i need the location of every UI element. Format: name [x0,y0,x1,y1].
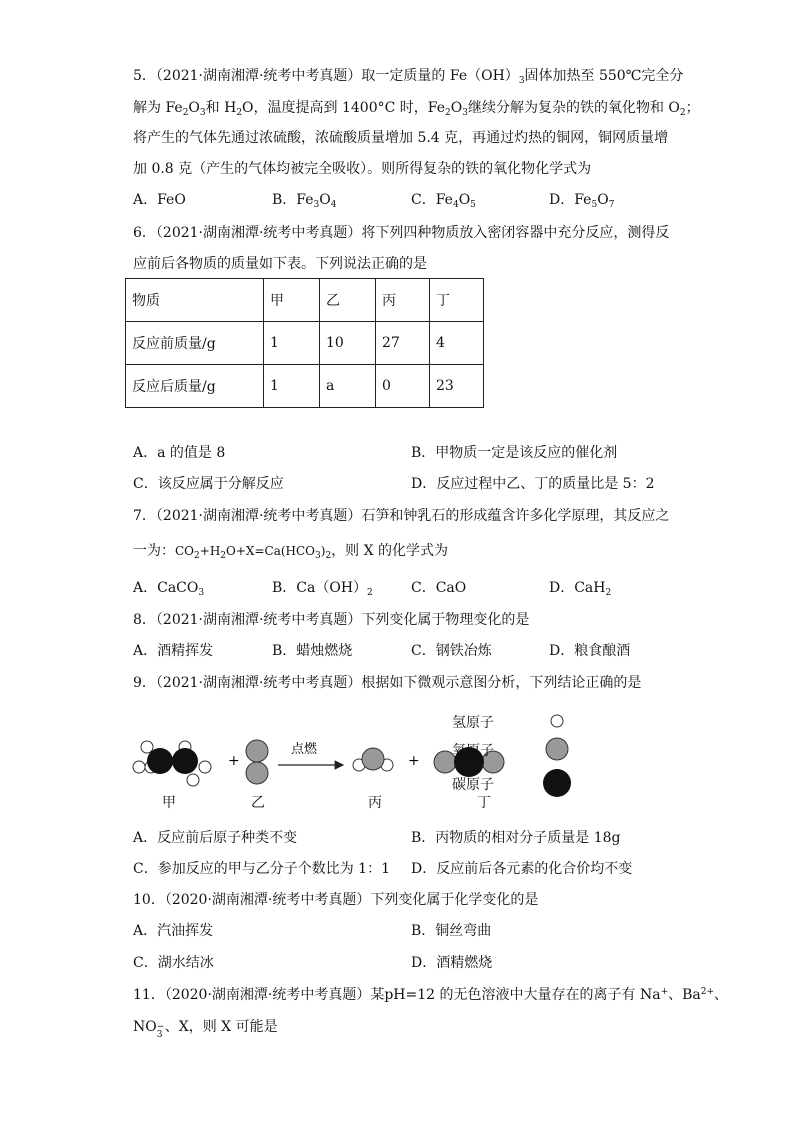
q8-option-a: A．酒精挥发 [133,643,214,659]
molecule-bing [353,748,393,771]
q7-option-c: C．CaO [411,580,467,596]
hydrogen-atom-legend-icon [551,715,563,727]
plus-sign: + [408,753,420,769]
q6-line2: 应前后各物质的质量如下表。下列说法正确的是 [133,256,427,272]
q8-option-d: D．粮食酿酒 [549,643,631,659]
q7-option-a: A．CaCO$_3$ [133,580,205,598]
q8-option-b: B．蜡烛燃烧 [272,643,353,659]
q10-option-b: B．铜丝弯曲 [411,923,492,939]
q6-option-b: B．甲物质一定是该反应的催化剂 [411,445,618,461]
table-cell: 1 [264,322,320,365]
label-ding: 丁 [477,795,491,811]
carbon-atom-legend-icon [543,769,571,797]
legend-carbon: 碳原子 [452,777,494,793]
legend-oxygen: 氧原子 [452,743,494,759]
q7-line2: 一为：$CO_2+H_2O+X=Ca(HCO_3)_2$，则 X 的化学式为 [133,543,449,561]
table-cell: 27 [376,322,430,365]
mass-table [125,278,484,408]
q5-option-d: D．$Fe_5O_7$ [549,192,615,210]
reaction-diagram [125,705,645,815]
table-cell: 丁 [430,279,484,322]
q7-option-b: B．$Ca(OH)_2$ [272,580,373,598]
q8-option-c: C．钢铁冶炼 [411,643,492,659]
q9-option-c: C．参加反应的甲与乙分子个数比为 1：1 [133,861,390,877]
table-cell: 1 [264,365,320,408]
label-jia: 甲 [162,795,176,811]
reaction-condition: 点燃 [291,742,318,757]
q7-option-d: D．CaH$_2$ [549,580,612,598]
q5-line1: 5．（2021·湖南湘潭·统考中考真题）取一定质量的 $Fe(OH)_3$固体加热至 550℃完全分 [133,68,684,86]
table-cell: 0 [376,365,430,408]
q6-option-d: D．反应过程中乙、丁的质量比是 5：2 [411,476,655,492]
q11-line2: NO − 3 、X，则 X 可能是 [133,1019,278,1040]
q6-line1: 6．（2021·湖南湘潭·统考中考真题）将下列四种物质放入密闭容器中充分反应，测得反 [133,225,670,241]
q6-option-c: C．该反应属于分解反应 [133,476,284,492]
molecule-jia [133,741,211,786]
q10-line1: 10．（2020·湖南湘潭·统考中考真题）下列变化属于化学变化的是 [133,892,539,908]
table-header-row [126,279,484,322]
q5-line2: 解为 $Fe_2O_3$和 $H_2O$，温度提高到 1400°C 时，$Fe_2O_3$继续分解为复杂的铁的氧化物和 $O_2$； [133,100,700,118]
oxygen-atom-legend-icon [546,738,568,760]
q5-option-c: C．$Fe_4O_5$ [411,192,476,210]
table-cell: 4 [430,322,484,365]
table-cell: 反应前质量/g [126,322,264,365]
table-cell: 乙 [320,279,376,322]
q6-option-a: A．a 的值是 8 [133,445,226,461]
label-bing: 丙 [368,795,382,811]
legend-hydrogen: 氢原子 [452,715,494,731]
table-cell: a [320,365,376,408]
table-cell: 甲 [264,279,320,322]
q10-option-a: A．汽油挥发 [133,923,214,939]
table-row [126,365,484,408]
table-cell: 23 [430,365,484,408]
label-yi: 乙 [251,795,265,811]
plus-sign: + [228,753,240,769]
q5-line3: 将产生的气体先通过浓硫酸，浓硫酸质量增加 5.4 克，再通过灼热的铜网，铜网质量增 [133,130,669,146]
q10-option-d: D．酒精燃烧 [411,955,493,971]
q5-line4: 加 0.8 克（产生的气体均被完全吸收）。则所得复杂的铁的氧化物化学式为 [133,161,592,177]
table-cell: 物质 [126,279,264,322]
table-row [126,322,484,365]
q7-line1: 7．（2021·湖南湘潭·统考中考真题）石笋和钟乳石的形成蕴含许多化学原理，其反应之 [133,508,670,524]
q8-line1: 8．（2021·湖南湘潭·统考中考真题）下列变化属于物理变化的是 [133,612,530,628]
table-cell: 反应后质量/g [126,365,264,408]
q9-option-a: A．反应前后原子种类不变 [133,830,298,846]
q11-line1: 11．（2020·湖南湘潭·统考中考真题）某pH=12 的无色溶液中大量存在的离子有 Na+、$Ba^{2+}$、 [133,987,729,1003]
q9-option-b: B．丙物质的相对分子质量是 18g [411,830,621,846]
q10-option-c: C．湖水结冰 [133,955,214,971]
q5-option-b: B．$Fe_3O_4$ [272,192,337,210]
table-cell: 10 [320,322,376,365]
q5-option-a: A．FeO [133,192,186,208]
q9-option-d: D．反应前后各元素的化合价均不变 [411,861,633,877]
table-cell: 丙 [376,279,430,322]
q9-line1: 9．（2021·湖南湘潭·统考中考真题）根据如下微观示意图分析，下列结论正确的是 [133,675,642,691]
molecule-yi [246,740,268,784]
